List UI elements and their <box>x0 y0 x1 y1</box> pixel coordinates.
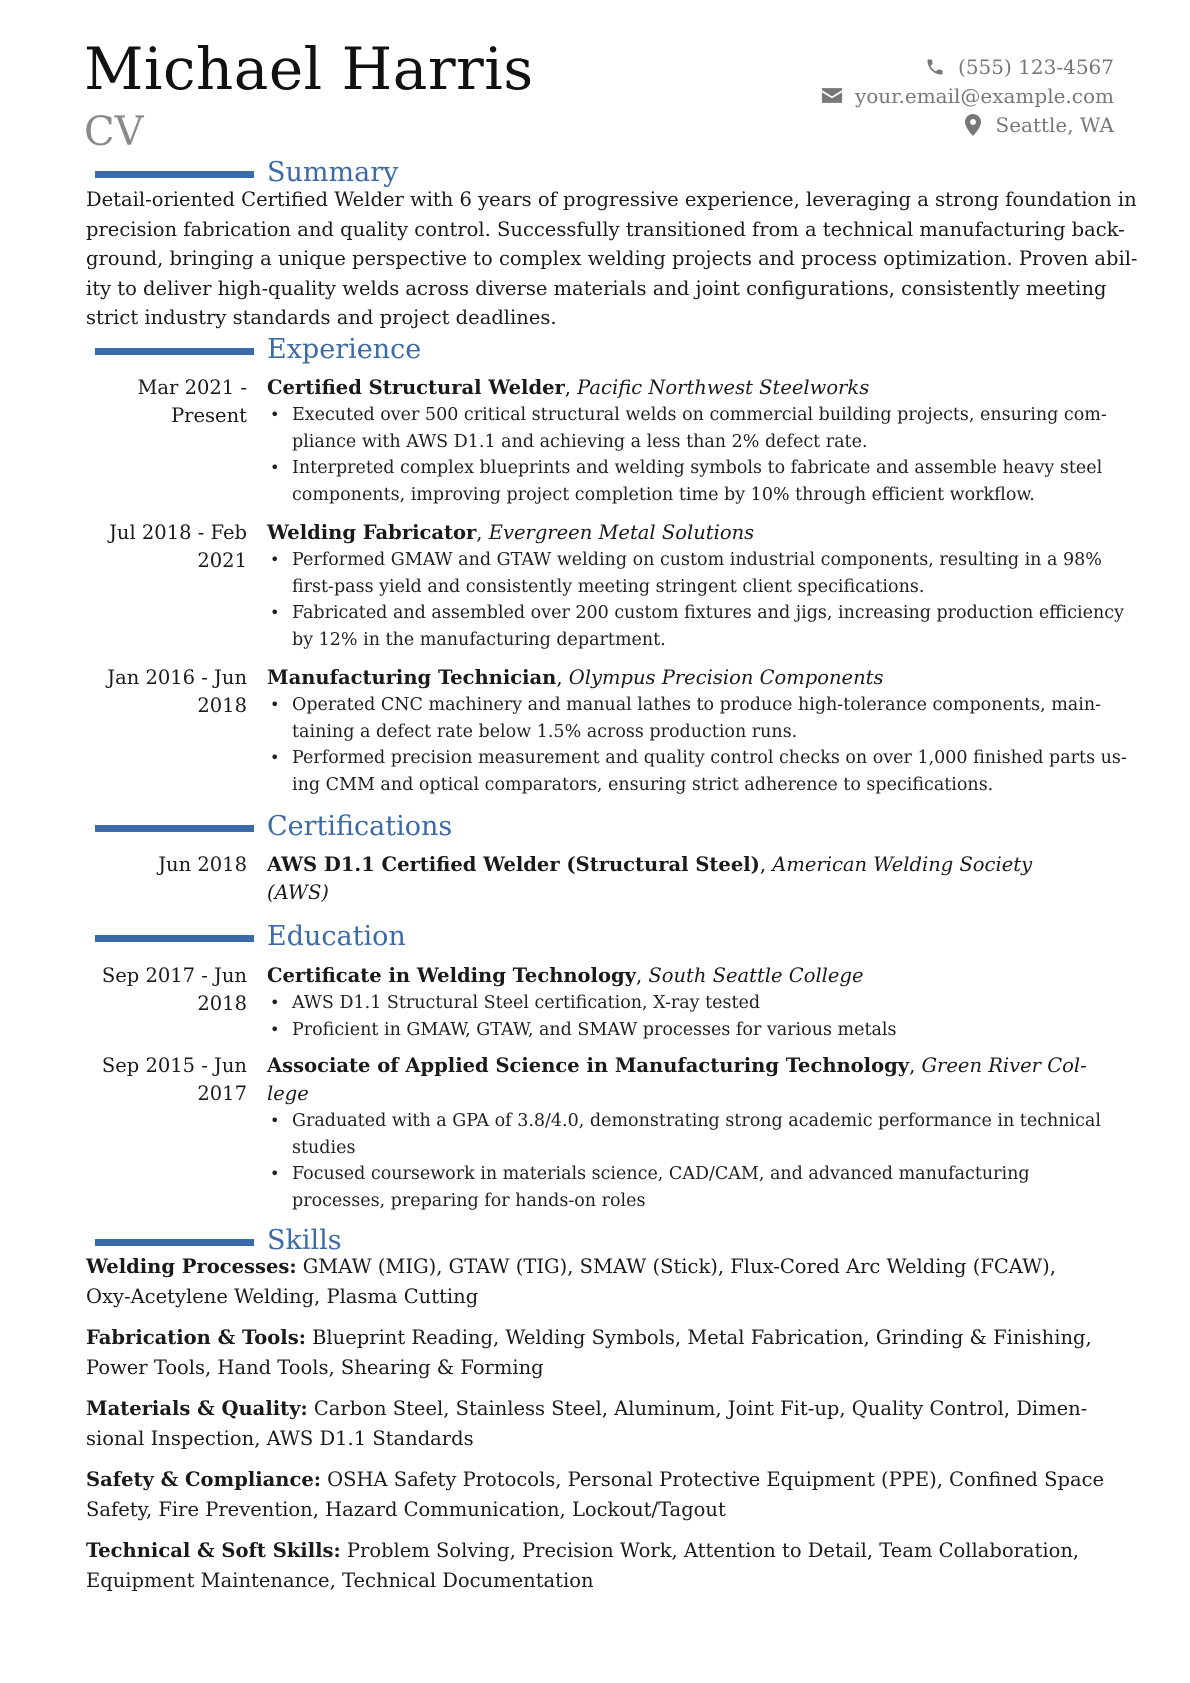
entry-date: Jun 2018 <box>158 853 247 876</box>
skill-line: Power Tools, Hand Tools, Shearing & Forming <box>86 1355 544 1379</box>
skill-label: Materials & Quality: <box>86 1397 308 1420</box>
institution-continued: lege <box>267 1082 309 1105</box>
section-title: Skills <box>267 1225 342 1256</box>
skill-line: Equipment Maintenance, Technical Documentation <box>86 1568 594 1592</box>
candidate-name: Michael Harris <box>84 35 534 103</box>
skill-values: GMAW (MIG), GTAW (TIG), SMAW (Stick), Flux-Cored Arc Welding (FCAW), <box>302 1255 1056 1278</box>
entry-title: Associate of Applied Science in Manufacturing Technology, Green River Col- <box>267 1054 1087 1077</box>
bullet-line: first-pass yield and consistently meeting stringent client specifications. <box>292 576 925 597</box>
skill-group <box>86 1394 1126 1453</box>
bullet-line: studies <box>292 1137 356 1158</box>
contact-email[interactable] <box>821 81 1114 110</box>
skill-label: Welding Processes: <box>86 1255 297 1278</box>
section-title: Certifications <box>267 811 453 842</box>
skill-group <box>86 1252 1126 1311</box>
entry-title: Welding Fabricator, Evergreen Metal Solutions <box>267 521 755 544</box>
bullet-item <box>267 1017 1117 1044</box>
degree-title: Associate of Applied Science in Manufacturing Technology <box>267 1054 910 1077</box>
summary-line: precision fabrication and quality control. Successfully transitioned from a technical manufacturing back- <box>86 217 1125 241</box>
skill-line <box>86 1536 1126 1566</box>
degree-title: Certificate in Welding Technology <box>267 964 636 987</box>
date-line: Mar 2021 - <box>137 376 247 399</box>
skill-label: Technical & Soft Skills: <box>86 1539 341 1562</box>
entry-bullets <box>267 990 1117 1043</box>
bullet-line: • Performed precision measurement and quality control checks on over 1,000 finished parts us- <box>292 748 1127 768</box>
section-accent-bar <box>95 1239 254 1246</box>
institution: South Seattle College <box>648 964 864 987</box>
entry-title-continued <box>267 1080 1117 1108</box>
date-line: Jan 2016 - Jun <box>107 666 247 689</box>
entry-date <box>109 519 247 575</box>
skill-line <box>86 1323 1126 1353</box>
summary-line: ity to deliver high-quality welds across diverse materials and joint configurations, consistently meeting <box>86 276 1107 300</box>
skill-line: sional Inspection, AWS D1.1 Standards <box>86 1426 474 1450</box>
entry-date <box>102 1052 247 1108</box>
skill-group <box>86 1465 1126 1524</box>
bullet-line: by 12% in the manufacturing department. <box>292 629 666 650</box>
section-accent-bar <box>95 348 254 355</box>
bullet-line: • Fabricated and assembled over 200 custom fixtures and jigs, increasing production efficiency <box>292 603 1124 623</box>
experience-section-heading <box>95 333 1095 367</box>
skill-label: Fabrication & Tools: <box>86 1326 306 1349</box>
bullet-line: • Operated CNC machinery and manual lathes to produce high-tolerance components, main- <box>292 695 1102 715</box>
bullet-item <box>267 455 1117 508</box>
bullet-item <box>267 1161 1117 1214</box>
bullet-line: pliance with AWS D1.1 and achieving a less than 2% defect rate. <box>292 431 868 452</box>
entry-bullets <box>267 692 1127 798</box>
summary-text <box>86 185 1138 333</box>
map-marker-icon <box>962 115 984 135</box>
job-title: Certified Structural Welder <box>267 376 565 399</box>
bullet-line: • Performed GMAW and GTAW welding on custom industrial components, resulting in a 98% <box>292 550 1102 570</box>
section-accent-bar <box>95 171 254 178</box>
date-line: Sep 2017 - Jun <box>101 964 247 987</box>
bullet-line: • AWS D1.1 Structural Steel certification, X-ray tested <box>292 993 761 1013</box>
skill-group <box>86 1536 1126 1595</box>
skill-label: Safety & Compliance: <box>86 1468 321 1491</box>
summary-line: Detail-oriented Certified Welder with 6 years of progressive experience, leveraging a strong foundation in <box>86 188 1137 211</box>
bullet-item <box>267 692 1117 745</box>
entry-date <box>102 962 247 1018</box>
bullet-line: • Focused coursework in materials science, CAD/CAM, and advanced manufacturing <box>292 1164 1030 1184</box>
certification-title: AWS D1.1 Certified Welder (Structural Steel) <box>267 853 760 876</box>
entry-bullets <box>267 1108 1117 1214</box>
summary-line: strict industry standards and project deadlines. <box>86 306 557 329</box>
phone-icon <box>924 57 946 77</box>
organization: Pacific Northwest Steelworks <box>577 376 870 399</box>
job-title: Welding Fabricator <box>267 521 477 544</box>
skill-values: Blueprint Reading, Welding Symbols, Metal Fabrication, Grinding & Finishing, <box>312 1326 1092 1349</box>
skill-line <box>86 1394 1126 1424</box>
entry-date <box>107 664 247 720</box>
bullet-item <box>267 547 1117 600</box>
skill-values: Carbon Steel, Stainless Steel, Aluminum, Joint Fit-up, Quality Control, Dimen- <box>313 1397 1088 1420</box>
date-line: 2018 <box>197 992 247 1015</box>
bullet-line: • Executed over 500 critical structural welds on commercial building projects, ensuring com- <box>292 405 1107 425</box>
bullet-line: • Proficient in GMAW, GTAW, and SMAW processes for various metals <box>292 1019 897 1040</box>
entry-title-continued <box>267 879 1117 907</box>
entry-bullets <box>267 547 1124 653</box>
entry-content <box>267 519 1124 653</box>
skill-group <box>86 1323 1126 1382</box>
section-title: Summary <box>267 157 399 188</box>
bullet-line: ing CMM and optical comparators, ensuring strict adherence to specifications. <box>292 774 994 795</box>
entry-title: Certificate in Welding Technology, South Seattle College <box>267 964 864 987</box>
phone-text: (555) 123-4567 <box>958 54 1114 79</box>
bullet-item <box>267 1108 1117 1161</box>
entry-title: Certified Structural Welder, Pacific Northwest Steelworks <box>267 376 870 399</box>
entry-title: Manufacturing Technician, Olympus Precision Components <box>267 666 884 689</box>
contact-info <box>821 52 1114 139</box>
bullet-line: processes, preparing for hands-on roles <box>292 1190 646 1211</box>
skill-values: OSHA Safety Protocols, Personal Protective Equipment (PPE), Confined Space <box>327 1468 1105 1491</box>
bullet-line: taining a defect rate below 1.5% across production runs. <box>292 721 798 742</box>
section-title: Education <box>267 921 406 952</box>
contact-phone <box>821 52 1114 81</box>
organization: American Welding Society <box>772 853 1033 876</box>
bullet-item <box>267 745 1127 798</box>
bullet-item <box>267 600 1124 653</box>
date-line: 2017 <box>197 1082 247 1105</box>
entry-content <box>267 1052 1117 1214</box>
organization-continued: (AWS) <box>267 881 329 904</box>
bullet-line: components, improving project completion time by 10% through efficient workflow. <box>292 484 1035 505</box>
entry-title: AWS D1.1 Certified Welder (Structural Steel), American Welding Society <box>267 853 1033 876</box>
entry-content <box>267 374 1117 508</box>
location-text: Seattle, WA <box>995 112 1114 137</box>
document-subtitle: CV <box>84 109 144 155</box>
date-line: 2018 <box>197 694 247 717</box>
job-title: Manufacturing Technician <box>267 666 557 689</box>
date-line: Jul 2018 - Feb <box>109 521 247 544</box>
date-line: 2021 <box>197 549 247 572</box>
bullet-item <box>267 990 1117 1017</box>
email-text[interactable]: your.email@example.com <box>854 83 1114 108</box>
institution: Green River Col- <box>921 1054 1087 1077</box>
organization: Evergreen Metal Solutions <box>488 521 755 544</box>
bullet-item <box>267 402 1117 455</box>
bullet-line: • Graduated with a GPA of 3.8/4.0, demonstrating strong academic performance in technical <box>292 1111 1101 1131</box>
certifications-section-heading <box>95 810 1095 844</box>
entry-bullets <box>267 402 1117 508</box>
organization: Olympus Precision Components <box>568 666 884 689</box>
entry-date <box>137 374 247 430</box>
skill-values: Problem Solving, Precision Work, Attention to Detail, Team Collaboration, <box>346 1539 1080 1562</box>
date-line: Present <box>171 404 247 427</box>
skill-line: Oxy-Acetylene Welding, Plasma Cutting <box>86 1284 479 1308</box>
entry-content <box>267 851 1117 907</box>
envelope-icon <box>821 86 843 106</box>
entry-content <box>267 962 1117 1043</box>
contact-location <box>821 110 1114 139</box>
entry-content <box>267 664 1127 798</box>
section-accent-bar <box>95 935 254 942</box>
section-title: Experience <box>267 334 422 365</box>
section-accent-bar <box>95 825 254 832</box>
education-section-heading <box>95 920 1095 954</box>
date-line: Sep 2015 - Jun <box>101 1054 247 1077</box>
skill-line <box>86 1465 1126 1495</box>
bullet-line: • Interpreted complex blueprints and welding symbols to fabricate and assemble heavy steel <box>292 458 1103 478</box>
skill-line <box>86 1252 1126 1282</box>
summary-line: ground, bringing a unique perspective to complex welding projects and process optimization. Proven abil- <box>86 247 1138 270</box>
skill-line: Safety, Fire Prevention, Hazard Communication, Lockout/Tagout <box>86 1497 726 1521</box>
